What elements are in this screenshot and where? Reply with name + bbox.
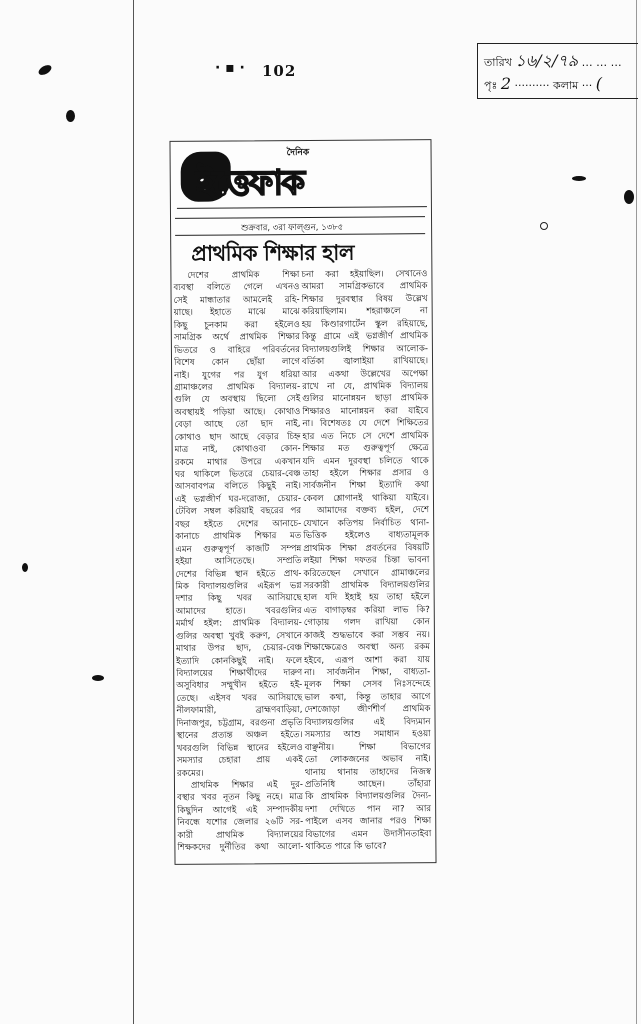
article-line: কোথাও ছাদ আছে বেড়ার চিহ্ন <box>174 431 301 443</box>
article-line: নিবন্ধে যশোর জেলার ২৬টি সর- <box>177 817 304 829</box>
article-line: এমন গুরুত্বপূর্ণ কাজটি সম্পন্ন <box>175 543 302 555</box>
article-line: নীলফামারী, ব্রাহ্মণবাড়িয়া, <box>176 705 303 717</box>
article-line: বেড়া আছে তো ছাদ নাই, <box>174 419 301 431</box>
dateline-rule-bottom <box>175 233 425 236</box>
article-line: সরকারী প্রাথমিক বিদ্যালয়গুলির <box>303 580 430 591</box>
article-line: আসবাবপত্র বলিতে কিছুই নাই। <box>174 481 301 493</box>
article-line: থাকিতে পারে কি ভাবে? <box>305 841 387 853</box>
article-line: প্রতিনিধি আছেন। তাঁহারা <box>304 779 432 790</box>
article-line: দশা দেখিতে পান না? আর <box>305 803 432 815</box>
article-line: গ্রামাঞ্চলের প্রাথমিক বিদ্যালয়- <box>174 381 301 393</box>
article-line: নাই। যুগের পর যুগ ধরিয়া <box>174 369 301 381</box>
article-line: সার্বজনীন শিক্ষা ইত্যাদি কথা <box>302 480 429 492</box>
article-line: অবস্থায়ই পড়িয়া আছে। কোথাও <box>174 406 301 418</box>
article-line: পাইলে এসব জানার পরও শিক্ষা <box>305 816 432 828</box>
article-line: বিদ্যালয়গুলির এই বিদ্যমান <box>304 716 431 728</box>
stamp-page-row <box>484 74 602 96</box>
article-line: প্রাথমিক শিক্ষা প্রবর্তনের বিষয়টি <box>303 542 430 554</box>
article-line: বাঞ্ছনীয়। শিক্ষা বিভাগের <box>304 741 431 753</box>
article-line: শিক্ষাক্ষেত্রেও অবস্থা অন্য রকম <box>303 642 431 654</box>
dateline: শুক্রবার, ৩রা ফাল্গুন, ১৩৮৫ <box>241 222 344 234</box>
article-line: ঘর থাকিলে ভিতরে চেয়ার-বেঞ্চ <box>174 469 301 480</box>
masthead <box>177 144 417 208</box>
article-line: বিশেষ কোন ছোঁয়া লাগে <box>173 357 301 368</box>
stamp-column-label: কলাম <box>553 79 579 92</box>
article-line: ইত্যাদি কোনকিছুই নাই। ফলে <box>176 655 303 667</box>
article-line: না। বিশেষতঃ যে দেশে শিক্ষিতের <box>302 418 429 430</box>
article-line: মাত্র নাই, কোথাওবা কোন- <box>174 444 301 456</box>
stamp-date-value: ১৬/২/৭৯ <box>515 51 579 70</box>
article-line: আর একথা উল্লেখের অপেক্ষা <box>302 368 429 380</box>
article-line: ভিত্তিক হইলেও বাধ্যতামূলক <box>303 530 430 542</box>
article-line: মর্মার্থ হইল: প্রাথমিক বিদ্যালয়- <box>175 618 302 630</box>
ink-speck <box>66 110 75 122</box>
page-edge <box>636 0 637 1024</box>
stamp-page-label: পৃঃ <box>484 79 498 92</box>
article-line: গোড়ায় গলদ রাখিয়া কোন <box>303 617 430 629</box>
article-column-left <box>173 269 303 854</box>
archive-stamp <box>477 43 638 99</box>
article-line: খবরগুলি বিভিন্ন স্থানের হইলেও <box>176 742 303 754</box>
article-line: কিছু চুনকাম করা হইলেও <box>173 319 300 331</box>
article-line: রকমে মাথার উপরে একখান <box>174 456 301 468</box>
article-line: বিদ্যালয়ের শিক্ষার্থীদের দারুণ <box>176 668 303 679</box>
article-line: বছর হইতে দেশের আনাচে- <box>175 518 302 530</box>
dateline-rule-top <box>175 216 425 219</box>
stamp-column-value: ( <box>595 74 602 93</box>
article-line: সমস্যার আশু সমাধান হওয়া <box>304 729 431 741</box>
ink-speck <box>572 176 586 181</box>
page-number: 102 <box>262 62 297 80</box>
ink-speck <box>37 63 53 77</box>
ink-speck <box>540 222 548 230</box>
article-line: মিক বিদ্যালয়গুলির এইরূপ ভগ্ন <box>175 580 302 592</box>
article-line: বস্থার খবর নূতন কিছু নহে। মাত্র <box>177 792 304 804</box>
article-line: সেই মান্ধাতার আমলেই রহি- <box>173 294 300 306</box>
headline: প্রাথমিক শিক্ষার হাল <box>191 240 355 266</box>
article-line: মাথার উপর ছাদ, চেয়ার-বেঞ্চ <box>175 643 303 655</box>
article-line: গুলির মানোন্নয়ন ছাড়া প্রাথমিক <box>302 393 429 405</box>
article-line: দেশের বিভিন্ন স্থান হইতে প্রাথ- <box>175 568 302 580</box>
article-line: গুলির অবস্থা খুবই করুণ, সেখানে <box>175 630 302 642</box>
ink-speck <box>624 190 634 204</box>
article-line: মূলক শিক্ষা সেসব নিঃসন্দেহে <box>304 679 431 691</box>
article-line: স্থানের প্রত্যন্ত অঞ্চল হইতে। <box>176 730 303 742</box>
article-line: দেশজোড়া জীর্ণশীর্ণ প্রাথমিক <box>304 704 431 716</box>
article-line: বিভাগের এমন উদাসীনতাইবা <box>305 828 432 840</box>
article-line: দিনাজপুর, চট্টগ্রাম, বরগুনা প্রভৃতি <box>176 717 303 729</box>
article-line: তাহা হইলে শিক্ষার প্রসার ও <box>302 468 429 480</box>
article-line: তো লোকজনের অভাব নাই। <box>304 754 431 766</box>
ink-speck <box>22 563 28 572</box>
article-line: যেখানে কতিপয় নির্বাচিত থানা- <box>303 517 430 529</box>
page-marks: · ▪ · <box>215 60 245 76</box>
article-line: চনা করা হইয়াছিল। সেখানেও <box>301 269 428 281</box>
article-line: রকমের। <box>176 768 204 779</box>
article-line: থানায় থানায় তাহাদের নিজস্ব <box>304 766 431 778</box>
article-line: যদি এমন দুরবস্থা চলিতে থাকে <box>302 455 429 467</box>
article-line: সামগ্রিক অর্থে প্রাথমিক শিক্ষার <box>173 332 300 344</box>
article-line: করিতেছেন সেখানে গ্রামাঞ্চলের <box>303 567 430 579</box>
article-line: শিক্ষার দুরবস্থার বিষয় উল্লেখ <box>301 294 428 305</box>
article-line: লইয়া শিক্ষা দফতর চিন্তা ভাবনা <box>303 555 430 567</box>
article-line: য়াছে। ইহাতে মাঝে মাঝে <box>173 307 300 319</box>
article-line: আমরা সামগ্রিকভাবে প্রাথমিক <box>301 281 428 293</box>
article-line: হার এত নিচে সে দেশে প্রাথমিক <box>302 430 429 442</box>
article-line: শিক্ষারও মানোন্নয়ন করা যাইবে <box>302 405 429 417</box>
article-line: হইবে, এরূপ আশা করা যায় <box>304 654 431 666</box>
article-line: বিদ্যালয়গুলিই শিক্ষার আলোক- <box>301 343 428 355</box>
article-line: না। সার্বজনীন শিক্ষা, বাধ্যতা- <box>304 667 431 678</box>
newspaper-clipping <box>169 139 436 865</box>
article-line: এত বাগাড়ম্বর করিয়া লাভ কি? <box>303 604 430 616</box>
article-line: হইয়া আসিতেছে। সম্প্রতি <box>175 556 302 567</box>
article-line: ভাল কথা, কিন্তু তাহার আগে <box>304 691 431 703</box>
article-line: হাল যদি ইহাই হয় তাহা হইলে <box>303 592 430 604</box>
article-line: দশার কিছু খবর আসিয়াছে <box>175 593 302 605</box>
article-line: বর্তিকা জ্বালাইয়া রাখিয়াছে। <box>301 356 429 368</box>
margin-rule <box>133 0 134 1024</box>
article-line: কারী প্রাথমিক বিদ্যালয়ের <box>177 829 304 841</box>
article-line: এই ভগ্নজীর্ণ ঘর-দরোজা, চেয়ার- <box>174 493 302 505</box>
article-line: কেবল শ্লোগানই থাকিয়া যাইবে। <box>302 492 430 504</box>
article-line: রাখে না যে, প্রাথমিক বিদ্যালয় <box>302 381 429 392</box>
article-line: কাজই শুদ্ধভাবে করা সম্ভব নয়। <box>303 629 430 641</box>
article-line: প্রাথমিক শিক্ষার এই দুর- <box>190 779 304 791</box>
article-line: আমাদের বক্তব্য হইল, দেশে <box>317 505 430 517</box>
article-line: অসুবিধার সম্মুখীন হইতে হই- <box>176 680 303 692</box>
article-line: কানাচে প্রাথমিক শিক্ষার মত <box>175 531 302 543</box>
stamp-date-label: তারিখ <box>484 56 512 69</box>
article-line: তেছে। এইসব খবর আসিয়াছে <box>176 692 303 704</box>
masthead-title: ইত্তেফাক <box>196 162 304 204</box>
article-line: আমাদের হাতে। খবরগুলির <box>175 605 302 617</box>
article-line: টেবিল সম্বল করিয়াই বছরের পর <box>175 506 302 518</box>
article-line: গুলি যে অবস্থায় ছিলো সেই <box>174 394 301 406</box>
stamp-dots: ·········· <box>514 79 550 92</box>
stamp-date-row <box>484 48 622 75</box>
article-line: শিক্ষকদের দুর্নীতির কথা আলো- <box>177 842 304 854</box>
article-line: হয় কিণ্ডারগার্টেন স্কুল রহিয়াছে, <box>301 318 428 330</box>
stamp-page-value: 2 <box>500 74 512 93</box>
stamp-dots: ··· <box>581 79 593 92</box>
article-column-right <box>301 268 431 853</box>
article-line: ভিতরে ও বাহিরে পরিবর্তনের <box>173 344 300 356</box>
article-line: ব্যবস্থা বলিতে গেলে এখনও <box>173 282 300 294</box>
masthead-prefix: দৈনিক <box>286 147 310 159</box>
article-line: শিক্ষার মত গুরুত্বপূর্ণ ক্ষেত্রে <box>302 443 429 455</box>
stamp-dots: … … … <box>581 56 622 69</box>
article-line: কিন্তু গ্রামে এই ভগ্নজীর্ণ প্রাথমিক <box>301 331 428 343</box>
article-line: সমস্যার চেহারা প্রায় একই <box>176 755 303 766</box>
ink-speck <box>92 675 104 681</box>
article-line: কিছুদিন আগেই এই সম্পাদকীয় <box>177 804 304 816</box>
article-line: কি প্রাথমিক বিদ্যালয়গুলির দৈন্য- <box>305 791 432 803</box>
article-line: দেশের প্রাথমিক শিক্ষা <box>187 270 300 281</box>
article-line: করিয়াছিলাম। শহরাঞ্চলে না <box>301 306 428 318</box>
